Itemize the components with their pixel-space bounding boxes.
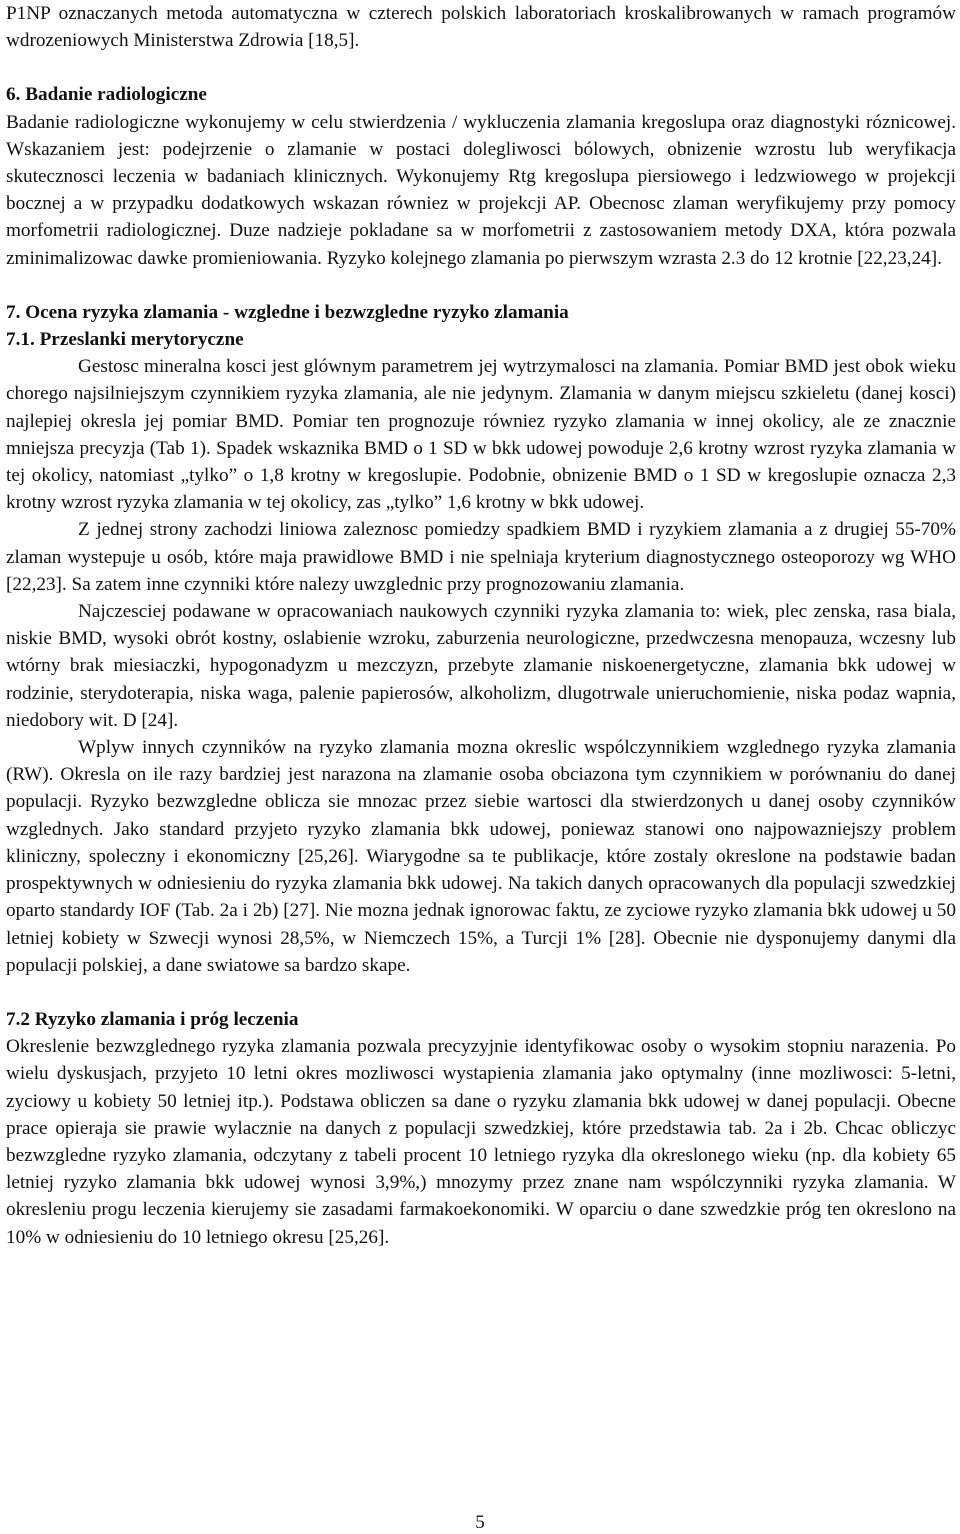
section-7-1-paragraph-1: Gestosc mineralna kosci jest glównym parametrem jej wytrzymalosci na zlamania. Pomiar BMD jest obok wieku chorego najsilniejszym czynnikiem ryzyka zlamania, ale nie jedynym. Zlamania w danym miejscu szkieletu (danej kosci) najlepiej okresla jej pomiar BMD. Pomiar ten prognozuje równiez ryzyko zlamania w innej okolicy, ale ze znacznie mniejsza precyzja (Tab 1). Spadek wskaznika BMD o 1 SD w bkk udowej powoduje 2,6 krotny wzrost ryzyka zlamania w tej okolicy, natomiast „tylko” o 1,8 krotny w kregoslupie. Podobnie, obnizenie BMD o 1 SD w kregoslupie oznacza 2,3 krotny wzrost ryzyka zlamania w tej okolicy, zas „tylko” 1,6 krotny w bkk udowej.: [6, 356, 956, 514]
section-6-heading: 6. Badanie radiologiczne: [6, 84, 207, 106]
section-7-1-paragraph-4: Wplyw innych czynników na ryzyko zlamania mozna okreslic wspólczynnikiem wzglednego ryzyka zlamania (RW). Okresla on ile razy bardziej jest narazona na zlamanie osoba obciazona tym czynnikiem w porównaniu do danej populacji. Ryzyko bezwzgledne oblicza sie mnozac przez siebie wartosci dla stwierdzonych u danej osoby czynników wzglednych. Jako standard przyjeto ryzyko zlamania bkk udowej, poniewaz stanowi ono najpowazniejszy problem kliniczny, spoleczny i ekonomiczny [25,26]. Wiarygodne sa te publikacje, które zostaly okreslone na podstawie badan prospektywnych w odniesieniu do ryzyka zlamania bkk udowej. Na takich danych opracowanych dla populacji szwedzkiej oparto standardy IOF (Tab. 2a i 2b) [27]. Nie mozna jednak ignorowac faktu, ze zyciowe ryzyko zlamania bkk udowej u 50 letniej kobiety w Szwecji wynosi 28,5%, w Niemczech 15%, a Turcji 1% [28]. Obecnie nie dysponujemy danymi dla populacji polskiej, a dane swiatowe sa bardzo skape.: [6, 737, 956, 976]
section-7-1-paragraph-2: Z jednej strony zachodzi liniowa zaleznosc pomiedzy spadkiem BMD i ryzykiem zlamania a z drugiej 55-70% zlaman wystepuje u osób, które maja prawidlowe BMD i nie spelniaja kryterium diagnostycznego osteoporozy wg WHO [22,23]. Sa zatem inne czynniki które nalezy uwzglednic przy prognozowaniu zlamania.: [6, 519, 956, 595]
section-7-2-body: Okreslenie bezwzglednego ryzyka zlamania pozwala precyzyjnie identyfikowac osoby o wysokim stopniu narazenia. Po wielu dyskusjach, przyjeto 10 letni okres mozliwosci wystapienia zlamania jako optymalny (inne mozliwosci: 5-letni, zyciowy u kobiety 50 letniej itp.). Podstawa obliczen sa dane o ryzyku zlamania bkk udowej w danej populacji. Obecne prace opieraja sie prawie wylacznie na danych z populacji szwedzkiej, które przedstawia tab. 2a i 2b. Chcac obliczyc bezwzgledne ryzyko zlamania, odczytany z tabeli procent 10 letniego ryzyka dla okreslonego wieku (np. dla kobiety 65 letniej ryzyko zlamania bkk udowej wynosi 3,9%,) mnozymy przez znane nam wspólczynniki ryzyka zlamania. W okresleniu progu leczenia kierujemy sie zasadami farmakoekonomiki. W oparciu o dane szwedzkie próg ten okreslono na 10% w odniesieniu do 10 letniego okresu [25,26].: [6, 1036, 956, 1248]
section-7-heading: 7. Ocena ryzyka zlamania - wzgledne i bezwzgledne ryzyko zlamania: [6, 301, 569, 323]
intro-paragraph: P1NP oznaczanych metoda automatyczna w czterech polskich laboratoriach kroskalibrowanych w ramach programów wdrozeniowych Ministerstwa Zdrowia [18,5].: [6, 3, 956, 52]
section-7-2-heading: 7.2 Ryzyko zlamania i próg leczenia: [6, 1008, 299, 1030]
section-6-body: Badanie radiologiczne wykonujemy w celu stwierdzenia / wykluczenia zlamania kregoslupa oraz diagnostyki róznicowej. Wskazaniem jest: podejrzenie o zlamanie w postaci dolegliwosci bólowych, obnizenie wzrostu lub weryfikacja skutecznosci leczenia w badaniach klinicznych. Wykonujemy Rtg kregoslupa piersiowego i ledzwiowego w projekcji bocznej a w przypadku dodatkowych wskazan równiez w projekcji AP. Obecnosc zlaman weryfikujemy przy pomocy morfometrii radiologicznej. Duze nadzieje pokladane sa w morfometrii z zastosowaniem metody DXA, która pozwala zminimalizowac dawke promieniowania. Ryzyko kolejnego zlamania po pierwszym wzrasta 2.3 do 12 krotnie [22,23,24].: [6, 111, 956, 269]
page-number: 5: [475, 1512, 485, 1533]
document-page: [6, 0, 956, 1251]
section-7-1-heading: 7.1. Przeslanki merytoryczne: [6, 329, 244, 351]
section-7-1-paragraph-3: Najczesciej podawane w opracowaniach naukowych czynniki ryzyka zlamania to: wiek, plec zenska, rasa biala, niskie BMD, wysoki obrót kostny, oslabienie wzroku, zaburzenia neurologiczne, przedwczesna menopauza, wczesny lub wtórny brak miesiaczki, hypogonadyzm u mezczyzn, przebyte zlamanie niskoenergetyczne, zlamania bkk udowej w rodzinie, sterydoterapia, niska waga, palenie papierosów, alkoholizm, dlugotrwale unieruchomienie, niska podaz wapnia, niedobory wit. D [24].: [6, 601, 956, 731]
